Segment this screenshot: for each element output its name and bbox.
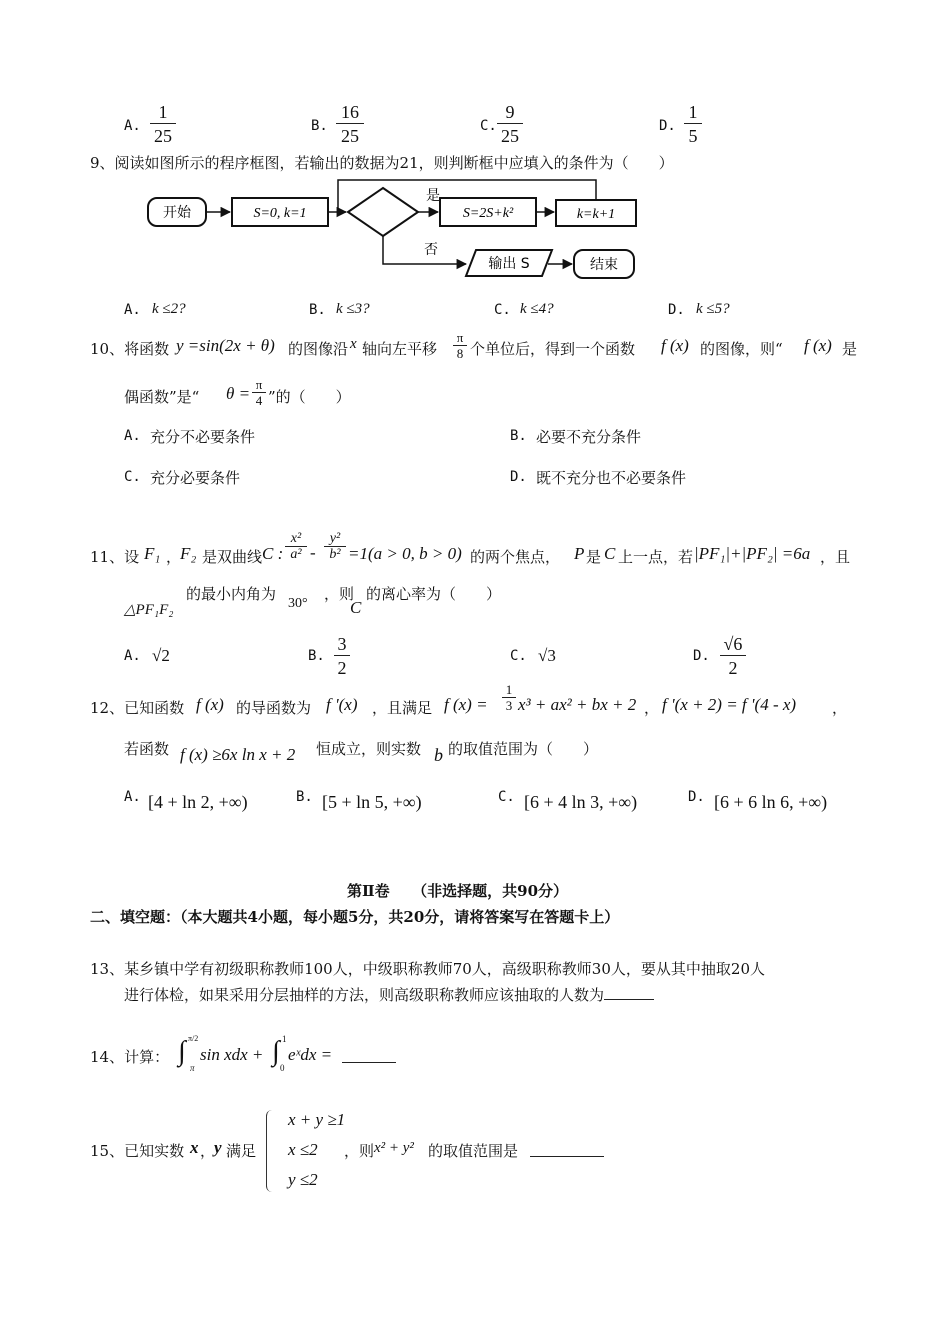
q14-expr-2: eˣdx = <box>288 1045 333 1064</box>
q10-text-5: 的图像，则“ <box>700 340 783 358</box>
q15-answer-blank[interactable] <box>530 1142 604 1157</box>
q12-comma-2: ， <box>832 699 848 717</box>
q12-option-a-text: [4 + ln 2, +∞) <box>148 792 248 812</box>
q10-option-d-label: D. <box>510 469 527 485</box>
q11-c2: C <box>604 544 616 563</box>
flow-init-text: S=0, k=1 <box>253 206 307 221</box>
q11-text-1: 11、设 <box>90 548 140 566</box>
q10-text-4: 个单位后，得到一个函数 <box>470 340 636 358</box>
q12-option-b-label: B. <box>296 789 313 805</box>
q11-text-4: 是 <box>586 548 602 566</box>
q8-option-c-label: C. <box>480 118 497 134</box>
q8-option-d-label: D. <box>659 118 676 134</box>
q11-triangle: △PF₁F₂ <box>124 602 174 618</box>
q12-fpx: f '(x) <box>326 695 358 714</box>
q11-condition: =1(a > 0, b > 0) <box>348 544 462 563</box>
q11-option-b-fraction: $\frac{3}{2}$ <box>334 633 350 680</box>
q11-option-c-text: √3 <box>538 646 556 665</box>
flow-start-text: 开始 <box>163 205 191 221</box>
flow-yes-label: 是 <box>426 188 440 204</box>
q12-option-a-label: A. <box>124 789 141 805</box>
q12-option-c-label: C. <box>498 789 515 805</box>
q11-minus: - <box>310 543 316 562</box>
q14-answer-blank[interactable] <box>342 1048 396 1063</box>
q10-line2-end: ”的（ ） <box>268 388 351 406</box>
q10-shift-fraction: $\frac{\pi}{8}$ <box>453 330 467 361</box>
q11-option-d-fraction: $\frac{√6}{2}$ <box>720 633 746 680</box>
q10-option-b-label: B. <box>510 428 527 444</box>
q10-text-6: 是 <box>842 340 858 358</box>
q11-option-d-label: D. <box>693 648 710 664</box>
q12-fx: f (x) <box>196 695 224 714</box>
q9-option-d-label: D. <box>668 302 685 318</box>
q10-fx-2: f (x) <box>804 336 832 355</box>
q9-flowchart <box>140 176 660 284</box>
q12-text-4: 若函数 <box>124 740 170 758</box>
q11-c-label: C : <box>262 544 284 563</box>
q12-symmetry: f '(x + 2) = f '(4 - x) <box>662 695 797 714</box>
q15-brace <box>266 1110 273 1192</box>
q10-option-d-text: 既不充分也不必要条件 <box>536 469 687 487</box>
q15-text-4: 的取值范围是 <box>428 1142 519 1160</box>
q12-text-5: 恒成立，则实数 <box>316 740 422 758</box>
q14-integral-1: ∫ <box>178 1036 186 1067</box>
q15-constraint-2: x ≤2 <box>288 1140 318 1159</box>
q11-option-b-label: B. <box>308 648 325 664</box>
flow-update-s-text: S=2S+k² <box>462 206 514 221</box>
q12-option-d-text: [6 + 6 ln 6, +∞) <box>714 792 828 812</box>
q9-option-c-text: k ≤4? <box>520 301 554 317</box>
q14-label: 14、计算： <box>90 1048 170 1066</box>
q12-option-d-label: D. <box>688 789 705 805</box>
q8-option-b-label: B. <box>311 118 328 134</box>
q15-constraint-1: x + y ≥1 <box>288 1110 346 1129</box>
flow-update-k-text: k=k+1 <box>576 207 616 222</box>
flow-decision-diamond <box>348 188 418 236</box>
q11-p: P <box>574 544 585 563</box>
q15-comma: ， <box>200 1142 216 1160</box>
q11-text-2: 是双曲线 <box>202 548 263 566</box>
q15-constraint-3: y ≤2 <box>288 1170 318 1189</box>
q9-option-c-label: C. <box>494 302 511 318</box>
q11-option-c-label: C. <box>510 648 527 664</box>
q10-option-a-text: 充分不必要条件 <box>150 428 256 446</box>
q8-option-d-fraction: $\frac{1}{5}$ <box>684 101 702 148</box>
q14-lower-1: π <box>190 1063 195 1073</box>
q12-fx-def: f (x) = <box>444 695 488 714</box>
q12-polynomial: x³ + ax² + bx + 2 <box>518 695 637 714</box>
q11-text-5: 上一点，若 <box>618 548 694 566</box>
q11-text-3: 的两个焦点， <box>470 548 561 566</box>
q14-expr-1: sin xdx + <box>200 1045 264 1064</box>
q13-line-1: 13、某乡镇中学有初级职称教师100人，中级职称教师70人，高级职称教师30人，要从其中抽取20人 <box>90 960 765 978</box>
q8-option-b-fraction: $\frac{16}{25}$ <box>336 101 364 148</box>
q11-f2: F₂ <box>180 544 197 563</box>
q11-distance-sum: |PF₁|+|PF₂| =6a <box>694 544 811 563</box>
q11-y-fraction: $\frac{\text{y²}}{\text{b²}}$ <box>324 531 346 562</box>
q11-comma: ， <box>166 548 182 566</box>
q12-comma-1: ， <box>644 699 660 717</box>
q12-text-2: 的导函数为 <box>236 699 312 717</box>
q10-fx-1: f (x) <box>661 336 689 355</box>
q10-option-c-text: 充分必要条件 <box>150 469 241 487</box>
q11-angle: 30° <box>288 596 308 611</box>
q12-inequality: f (x) ≥6x ln x + 2 <box>180 745 296 764</box>
q8-option-a-fraction: $\frac{1}{25}$ <box>150 101 176 148</box>
q14-lower-2: 0 <box>280 1063 285 1073</box>
q15-text-3: ，则 <box>344 1142 375 1160</box>
q15-expression: x² + y² <box>374 1140 414 1156</box>
q12-text-6: 的取值范围为（ ） <box>448 740 599 758</box>
q11-option-a-label: A. <box>124 648 141 664</box>
q12-option-b-text: [5 + ln 5, +∞) <box>322 792 422 812</box>
q11-x-fraction: $\frac{\text{x²}}{\text{a²}}$ <box>285 531 307 562</box>
q10-theta-fraction: $\frac{\pi}{4}$ <box>252 377 266 408</box>
q15-text-2: 满足 <box>226 1142 257 1160</box>
q10-option-a-label: A. <box>124 428 141 444</box>
q8-option-a-label: A. <box>124 118 141 134</box>
q11-text-9: 的离心率为（ ） <box>366 585 502 603</box>
q9-option-a-text: k ≤2? <box>152 301 186 317</box>
q14-integral-2: ∫ <box>272 1036 280 1067</box>
q15-text-1: 15、已知实数 <box>90 1142 185 1160</box>
q11-text-7: 的最小内角为 <box>186 585 277 603</box>
q10-function: y =sin(2x + θ) <box>176 336 275 355</box>
flow-end-text: 结束 <box>590 257 618 273</box>
q11-text-6: ，且 <box>820 548 851 566</box>
q13-answer-blank[interactable] <box>604 985 654 1000</box>
q11-option-a-text: √2 <box>152 646 170 665</box>
q10-option-b-text: 必要不充分条件 <box>536 428 642 446</box>
q9-option-a-label: A. <box>124 302 141 318</box>
q10-line2-text: 偶函数”是“ <box>124 388 200 406</box>
q9-stem: 9、阅读如图所示的程序框图，若输出的数据为21，则判断框中应填入的条件为（ ） <box>90 154 674 172</box>
section-title: 二、填空题：（本大题共4小题，每小题5分，共20分，请将答案写在答题卡上） <box>90 908 620 926</box>
q12-one-third: $\frac{1}{3}$ <box>502 682 516 713</box>
q15-y: y <box>214 1138 222 1157</box>
part2-title: 第Ⅱ卷 （非选择题，共90分） <box>347 882 569 900</box>
q11-text-8: ，则 <box>324 585 355 603</box>
q10-theta: θ = <box>226 384 251 403</box>
q9-option-b-text: k ≤3? <box>336 301 370 317</box>
q10-x-axis: x <box>350 336 357 352</box>
q14-upper-1: π/2 <box>188 1034 199 1043</box>
q10-option-c-label: C. <box>124 469 141 485</box>
q10-text-1: 10、将函数 <box>90 340 170 358</box>
q10-text-3: 轴向左平移 <box>362 340 438 358</box>
q12-text-1: 12、已知函数 <box>90 699 185 717</box>
q12-text-3: ，且满足 <box>372 699 433 717</box>
q8-option-c-fraction: $\frac{9}{25}$ <box>497 101 523 148</box>
flow-output-text: 输出 S <box>488 256 530 272</box>
q13-line-2: 进行体检，如果采用分层抽样的方法，则高级职称教师应该抽取的人数为 <box>124 984 654 1005</box>
q12-option-c-text: [6 + 4 ln 3, +∞) <box>524 792 638 812</box>
q14-upper-2: 1 <box>282 1034 287 1044</box>
q12-b: b <box>434 745 443 765</box>
q9-option-b-label: B. <box>309 302 326 318</box>
q10-text-2: 的图像沿 <box>288 340 349 358</box>
q9-option-d-text: k ≤5? <box>696 301 730 317</box>
flow-no-label: 否 <box>424 242 438 258</box>
q15-x: x <box>190 1138 199 1157</box>
q11-c3: C <box>350 598 362 617</box>
q11-f1: F₁ <box>144 544 161 563</box>
